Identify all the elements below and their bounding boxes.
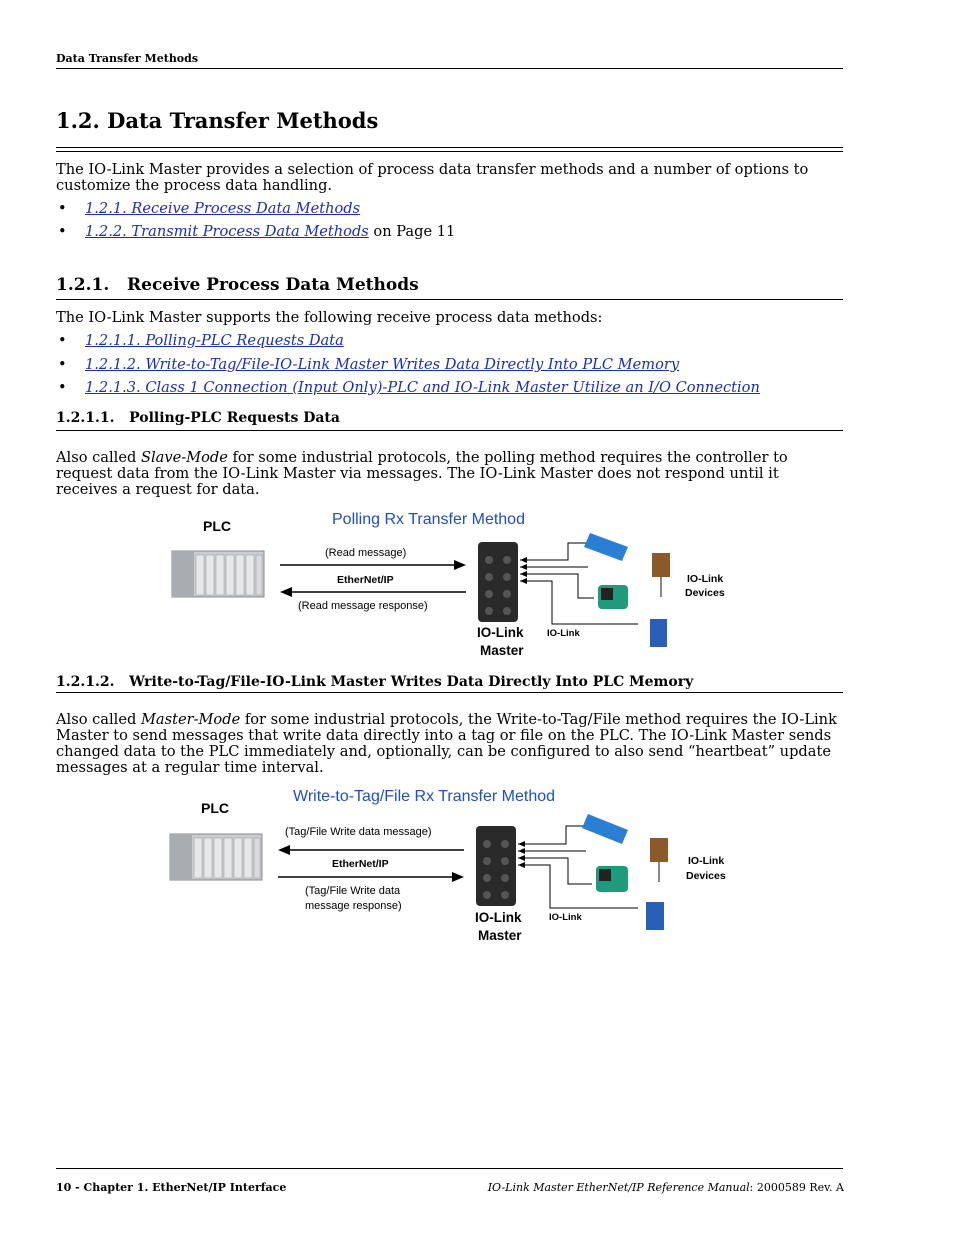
tag-write-message-label: (Tag/File Write data message)	[285, 826, 432, 838]
diagram-title: Polling Rx Transfer Method	[332, 511, 525, 528]
write-to-tag-title: 1.2.1.2. Write-to-Tag/File-IO-Link Master Writes Data Directly Into PLC Memory	[56, 674, 694, 690]
bullet-dot: •	[58, 223, 67, 240]
ethernet-ip-label: EtherNet/IP	[332, 858, 389, 870]
devices-label-line1: IO-Link	[687, 573, 724, 585]
link-write-to-tag[interactable]: 1.2.1.2. Write-to-Tag/File-IO-Link Master Writes Data Directly Into PLC Memory	[85, 356, 680, 373]
write-to-tag-diagram	[168, 784, 752, 952]
plc-label: PLC	[203, 518, 231, 534]
subsection-intro: The IO-Link Master supports the following receive process data methods:	[56, 309, 603, 326]
link-transmit-process-data-methods[interactable]: 1.2.2. Transmit Process Data Methods	[85, 223, 369, 240]
diagram-title: Write-to-Tag/File Rx Transfer Method	[293, 788, 556, 805]
plc-label: PLC	[201, 800, 229, 816]
io-link-master-image	[476, 826, 516, 906]
polling-diagram	[170, 505, 750, 665]
subsection-rule	[56, 299, 843, 300]
master-label-line2: Master	[480, 643, 524, 658]
section-intro: The IO-Link Master provides a selection of process data transfer methods and a number of options to customize the process data handling.	[56, 161, 809, 194]
io-link-devices-images	[584, 533, 670, 647]
footer-right: IO-Link Master EtherNet/IP Reference Manual: 2000589 Rev. A	[487, 1181, 844, 1194]
devices-label-line2: Devices	[686, 870, 726, 882]
running-header: Data Transfer Methods	[56, 52, 199, 65]
subsection-title: 1.2.1. Receive Process Data Methods	[56, 275, 419, 295]
polling-paragraph: Also called Slave-Mode for some industrial protocols, the polling method requires the controller to request data from the IO-Link Master via messages. The IO-Link Master does not respond until it receives a request for data.	[56, 449, 788, 498]
ethernet-ip-label: EtherNet/IP	[337, 574, 394, 586]
plc-rack-image	[172, 551, 264, 597]
header-rule	[56, 68, 843, 69]
link-page-ref: on Page 11	[368, 223, 456, 240]
tag-write-response-line2: message response)	[305, 900, 402, 912]
section-title-rule-top	[56, 147, 843, 148]
write-to-tag-paragraph: Also called Master-Mode for some industrial protocols, the Write-to-Tag/File method requires the IO-Link Master to send messages that write data directly into a tag or file on the PLC. The IO-Link Master sends changed data to the PLC immediately and, optionally, can be configured to also send “heartbeat” update messages at a regular time interval.	[56, 711, 837, 776]
section-title: 1.2. Data Transfer Methods	[56, 108, 379, 133]
polling-rule	[56, 430, 843, 431]
devices-label-line1: IO-Link	[688, 855, 725, 867]
link-polling-plc[interactable]: 1.2.1.1. Polling-PLC Requests Data	[85, 332, 344, 349]
read-response-label: (Read message response)	[298, 600, 428, 612]
read-message-label: (Read message)	[325, 547, 407, 559]
devices-label-line2: Devices	[685, 587, 725, 599]
io-link-master-image	[478, 542, 518, 622]
tag-write-response-line1: (Tag/File Write data	[305, 885, 401, 897]
plc-rack-image	[170, 834, 262, 880]
link-class1-connection[interactable]: 1.2.1.3. Class 1 Connection (Input Only)-PLC and IO-Link Master Utilize an I/O Connection	[85, 379, 760, 396]
link-receive-process-data-methods[interactable]: 1.2.1. Receive Process Data Methods	[85, 200, 361, 217]
io-link-label: IO-Link	[547, 628, 580, 639]
footer-rule	[56, 1168, 843, 1169]
bullet-dot: •	[58, 200, 67, 217]
write-to-tag-rule	[56, 692, 843, 693]
master-label-line1: IO-Link	[475, 910, 522, 925]
section-title-rule-bottom	[56, 151, 843, 152]
io-link-devices-images	[582, 814, 668, 930]
master-label-line2: Master	[478, 928, 522, 943]
polling-title: 1.2.1.1. Polling-PLC Requests Data	[56, 410, 340, 426]
io-link-label: IO-Link	[549, 912, 582, 923]
master-label-line1: IO-Link	[477, 625, 524, 640]
footer-left: 10 - Chapter 1. EtherNet/IP Interface	[56, 1181, 287, 1194]
